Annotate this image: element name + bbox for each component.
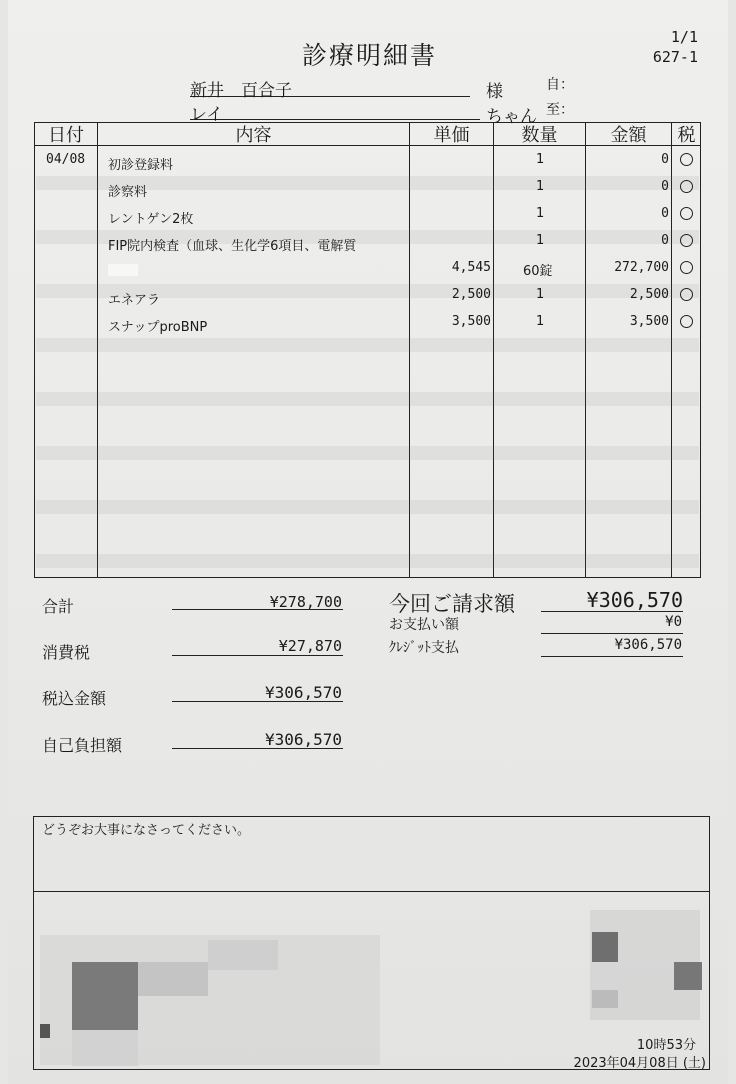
row-amount: 272,700 bbox=[614, 260, 669, 275]
to-label: 至： bbox=[546, 102, 574, 118]
row-qty: 60錠 bbox=[523, 264, 553, 279]
issue-time: 10時53分 bbox=[636, 1038, 696, 1053]
charge-value: ¥306,570 bbox=[586, 588, 683, 612]
row-amount: 0 bbox=[661, 179, 669, 194]
col-header-date: 日付 bbox=[48, 125, 84, 146]
tax-mark-icon bbox=[680, 207, 693, 220]
col-header-amount: 金額 bbox=[610, 125, 647, 146]
closing-message: どうぞお大事になさってください。 bbox=[42, 823, 251, 838]
tax-included-value: ¥306,570 bbox=[264, 683, 342, 702]
document-number: 627-1 bbox=[652, 48, 698, 66]
issue-date: 2023年04月08日 (土) bbox=[573, 1056, 706, 1071]
row-unit-price: 2,500 bbox=[451, 287, 491, 302]
row-amount: 0 bbox=[661, 206, 669, 221]
row-item: 初診登録料 bbox=[108, 158, 174, 173]
self-pay-label: 自己負担額 bbox=[42, 736, 123, 755]
message-box-divider bbox=[33, 891, 710, 892]
row-amount: 0 bbox=[661, 233, 669, 248]
row-item: スナップproBNP bbox=[108, 320, 208, 335]
from-label: 自： bbox=[546, 77, 574, 93]
pet-name: レイ bbox=[190, 105, 224, 125]
self-pay-value: ¥306,570 bbox=[264, 730, 342, 749]
row-item: FIP院内検査（血球、生化学6項目、電解質 bbox=[108, 239, 357, 254]
row-item: レントゲン2枚 bbox=[108, 212, 194, 227]
tax-included-label: 税込金額 bbox=[42, 689, 107, 708]
tax-mark-icon bbox=[680, 180, 693, 193]
credit-label: ｸﾚｼﾞｯﾄ支払 bbox=[389, 640, 459, 656]
row-amount: 2,500 bbox=[629, 287, 669, 302]
tax-mark-icon bbox=[680, 261, 693, 274]
paid-label: お支払い額 bbox=[389, 617, 459, 633]
tax-mark-icon bbox=[680, 315, 693, 328]
owner-suffix: 様 bbox=[486, 82, 503, 102]
row-item: 診察料 bbox=[108, 185, 148, 200]
tax-value: ¥27,870 bbox=[278, 637, 342, 655]
tax-mark-icon bbox=[680, 153, 693, 166]
owner-name: 新井 百合子 bbox=[190, 81, 292, 101]
paid-value: ¥0 bbox=[665, 614, 682, 630]
col-header-tax: 税 bbox=[677, 125, 696, 146]
row-qty: 1 bbox=[536, 152, 545, 167]
credit-value: ¥306,570 bbox=[614, 637, 682, 653]
row-date: 04/08 bbox=[46, 152, 86, 167]
subtotal-value: ¥278,700 bbox=[269, 593, 342, 611]
tax-label: 消費税 bbox=[42, 643, 91, 662]
row-unit-price: 3,500 bbox=[451, 314, 491, 329]
charge-label: 今回ご請求額 bbox=[389, 592, 515, 616]
tax-mark-icon bbox=[680, 288, 693, 301]
row-qty: 1 bbox=[536, 233, 545, 248]
row-amount: 0 bbox=[661, 152, 669, 167]
tax-mark-icon bbox=[680, 234, 693, 247]
document-title: 診療明細書 bbox=[302, 41, 438, 70]
subtotal-label: 合計 bbox=[42, 597, 75, 616]
row-item: エネアラ bbox=[108, 293, 161, 308]
row-qty: 1 bbox=[536, 287, 545, 302]
row-amount: 3,500 bbox=[629, 314, 669, 329]
page-number: 1/1 bbox=[670, 28, 698, 46]
redacted-item bbox=[108, 264, 138, 276]
col-header-qty: 数量 bbox=[521, 125, 558, 146]
pet-name-underline bbox=[190, 119, 480, 120]
pet-suffix: ちゃん bbox=[486, 107, 537, 127]
row-qty: 1 bbox=[536, 314, 545, 329]
col-header-unit-price: 単価 bbox=[433, 125, 470, 146]
col-header-item: 内容 bbox=[235, 125, 272, 146]
row-qty: 1 bbox=[536, 179, 545, 194]
row-unit-price: 4,545 bbox=[451, 260, 491, 275]
row-qty: 1 bbox=[536, 206, 545, 221]
